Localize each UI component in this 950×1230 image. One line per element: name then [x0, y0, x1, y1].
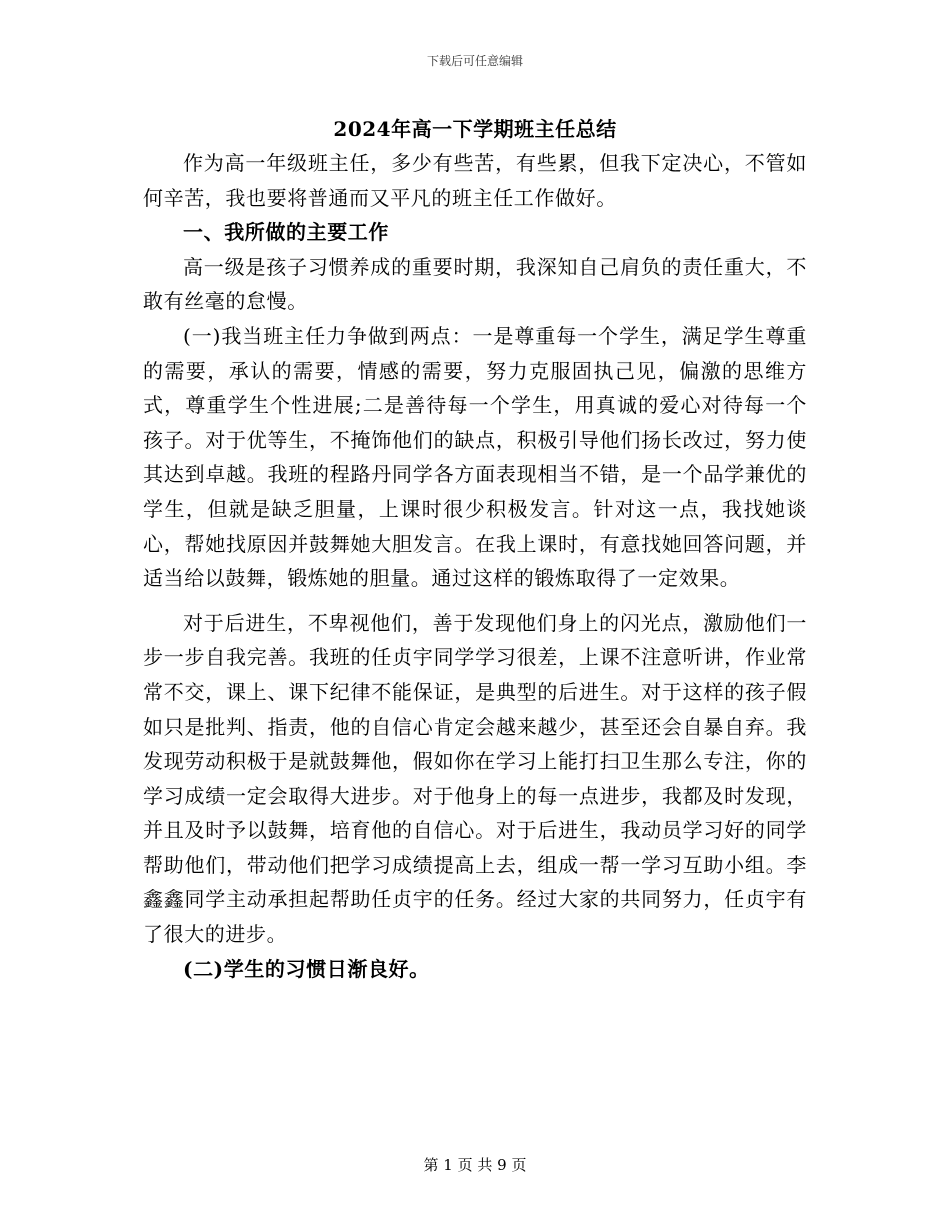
section-heading-habits: (二)学生的习惯日渐良好。	[183, 956, 430, 981]
header-note: 下载后可任意编辑	[426, 54, 523, 68]
paragraph-intro: 作为高一年级班主任，多少有些苦，有些累，但我下定决心，不管如何辛苦，我也要将普通而又平凡的班主任工作做好。	[143, 151, 807, 210]
document-body	[143, 112, 807, 986]
section-heading-main-work: 一、我所做的主要工作	[183, 220, 389, 245]
paragraph-underachievers: 对于后进生，不卑视他们，善于发现他们身上的闪光点，激励他们一步一步自我完善。我班的任贞宇同学学习很差，上课不注意听讲，作业常常不交，课上、课下纪律不能保证，是典型的后进生。对于这样的孩子假如只是批判、指责，他的自信心肯定会越来越少，甚至还会自暴自弃。我发现劳动积极于是就鼓舞他，假如你在学习上能打扫卫生那么专注，你的学习成绩一定会取得大进步。对于他身上的每一点进步，我都及时发现，并且及时予以鼓舞，培育他的自信心。对于后进生，我动员学习好的同学帮助他们，带动他们把学习成绩提高上去，组成一帮一学习互助小组。李鑫鑫同学主动承担起帮助任贞宇的任务。经过大家的共同努力，任贞宇有了很大的进步。	[143, 610, 807, 947]
page-footer: 第 1 页 共 9 页	[423, 1156, 527, 1174]
document-title: 2024年高一下学期班主任总结	[333, 117, 617, 141]
paragraph-two-points: (一)我当班主任力争做到两点：一是尊重每一个学生，满足学生尊重的需要，承认的需要，情感的需要，努力克服固执己见，偏激的思维方式，尊重学生个性进展;二是善待每一个学生，用真诚的爱心对待每一个孩子。对于优等生，不掩饰他们的缺点，积极引导他们扬长改过，努力使其达到卓越。我班的程路丹同学各方面表现相当不错，是一个品学兼优的学生，但就是缺乏胆量，上课时很少积极发言。针对这一点，我找她谈心，帮她找原因并鼓舞她大胆发言。在我上课时，有意找她回答问题，并适当给以鼓舞，锻炼她的胆量。通过这样的锻炼取得了一定效果。	[143, 323, 807, 591]
paragraph-habit-period: 高一级是孩子习惯养成的重要时期，我深知自己肩负的责任重大，不敢有丝毫的怠慢。	[143, 254, 807, 314]
